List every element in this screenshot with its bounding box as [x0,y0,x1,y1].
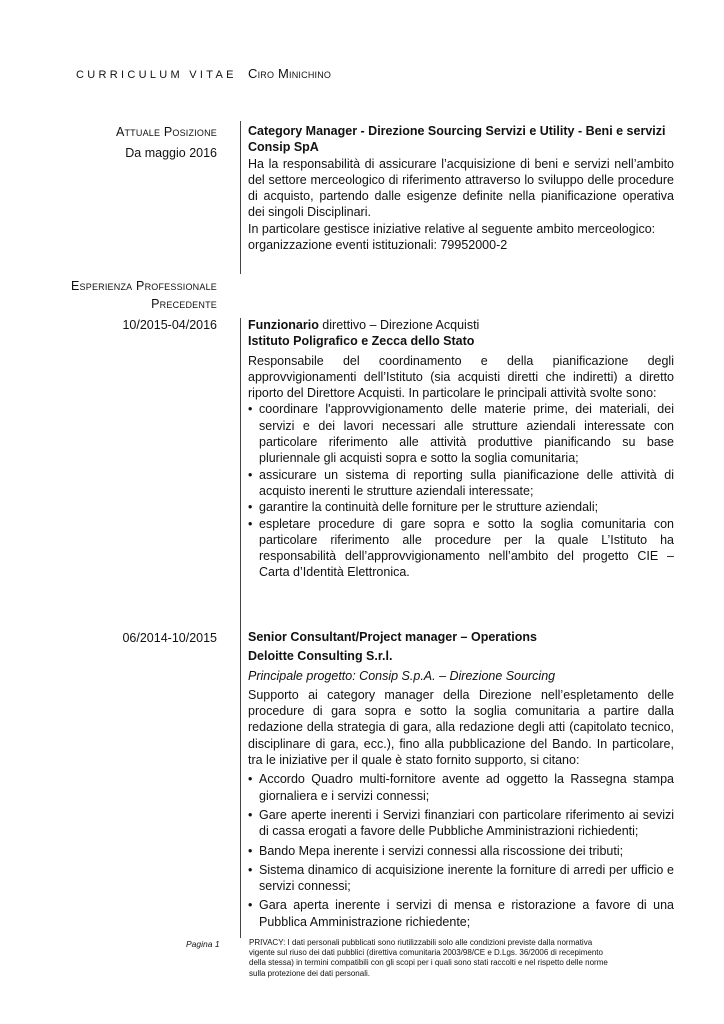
bullet-icon: • [248,402,253,417]
job-description: Supporto ai category manager della Direzione nell’espletamento delle procedure di gara sopra e sotto la soglia comunitaria a partire dalla redazione della strategia di gara, alla redazione degli atti (capitolato tecnico, disciplinare di gara, ecc.), fino alla pubblicazione del Bando. In particolare, tra le iniziative per il quale è stato fornito supporto, si citano: [248,687,674,768]
job-description: Responsabile del coordinamento e della pianificazione degli approvvigionamenti dell’Istituto (sia acquisti diretti che indiretti) a diretto riporto del Direttore Acquisti. In particolare le principali attività svolte sono: [248,353,674,401]
current-detail: In particolare gestisce iniziative relative al seguente ambito merceologico: organizzazione eventi istituzionali: 79952000-2 [248,221,656,253]
list-item-text: Gara aperta inerente i servizi di mensa e ristorazione a favore di una Pubblica Amministrazione richiedente; [259,898,674,929]
job-responsibilities-list [248,401,674,580]
bullet-icon: • [248,500,253,515]
list-item-text: assicurare un sistema di reporting sulla pianificazione delle attività di acquisto inerenti le strutture aziendali interessate; [259,467,674,498]
current-role: Category Manager - Direzione Sourcing Servizi e Utility - Beni e servizi [248,124,666,138]
list-item-text: Sistema dinamico di acquisizione inerente la forniture di arredi per ufficio e servizi connessi; [259,862,674,894]
bullet-icon: • [248,898,253,913]
job-role-bold: Funzionario [248,318,319,332]
list-item-text: espletare procedure di gare sopra e sotto la soglia comunitaria con particolare riferimento alle procedure per la quale L’Istituto ha responsabilità dell’approvvigionamento nell’ambito del progetto CIE – Carta d’Identità Elettronica. [259,516,674,580]
list-item [248,516,674,581]
job-initiatives-list [248,771,674,930]
page-number: Pagina 1 [186,939,220,949]
section-title-previous-experience-line2: Precedente [151,297,217,311]
job-period: 10/2015-04/2016 [122,318,217,332]
list-item [248,897,674,930]
column-divider-top [240,121,241,274]
bullet-icon: • [248,807,253,822]
cv-label: CURRICULUM VITAE [76,69,237,81]
job-entry-ipzs [248,317,674,581]
bullet-icon: • [248,843,253,858]
list-item [248,467,674,500]
list-item-text: Gare aperte inerenti i Servizi finanziari con particolare riferimento ai sevizi di cassa erogati a favore delle Pubbliche Amministrazioni richiedenti; [259,807,674,839]
job-period: 06/2014-10/2015 [122,631,217,645]
bullet-icon: • [248,862,253,877]
bullet-icon: • [248,772,253,787]
list-item [248,499,674,515]
job-role [248,317,674,333]
list-item [248,862,674,895]
list-item [248,807,674,840]
job-entry-deloitte [248,629,674,933]
job-company: Deloitte Consulting S.r.l. [248,649,393,664]
current-position-period: Da maggio 2016 [125,146,217,160]
job-company: Istituto Poligrafico e Zecca dello Stato [248,334,475,349]
list-item [248,771,674,804]
list-item-text: Bando Mepa inerente i servizi connessi alla riscossione dei tributi; [259,843,624,858]
list-item-text: garantire la continuità delle forniture per le strutture aziendali; [259,500,599,515]
column-divider-main [240,318,241,938]
bullet-icon: • [248,467,253,482]
list-item-text: Accordo Quadro multi-fornitore avente ad oggetto la Rassegna stampa giornaliera e i servizi connessi; [259,772,674,803]
privacy-notice: PRIVACY: I dati personali pubblicati sono riutilizzabili solo alle condizioni previste dalla normativa vigente sul riuso dei dati pubblici (direttiva comunitaria 2003/98/CE e D.Lgs. 36/2006 di recepimento della stessa) in termini compatibili con gli scopi per i quali sono stati raccolti e nel rispetto delle norme sulla protezione dei dati personali. [249,938,608,978]
current-company: Consip SpA [248,140,319,155]
job-main-project: Principale progetto: Consip S.p.A. – Direzione Sourcing [248,668,556,683]
job-role: Senior Consultant/Project manager – Operations [248,630,537,644]
list-item [248,401,674,466]
current-description: Ha la responsabilità di assicurare l’acquisizione di beni e servizi nell’ambito del settore merceologico di riferimento attraverso lo sviluppo delle procedure di acquisto, partendo dalle esigenze definite nella pianificazione operativa dei singoli Disciplinari. [248,156,674,220]
section-title-previous-experience-line1: Esperienza Professionale [71,279,217,293]
current-position-block [248,123,674,253]
bullet-icon: • [248,516,253,531]
list-item [248,843,674,859]
job-role-rest: direttivo – Direzione Acquisti [318,318,480,332]
candidate-name: Ciro Minichino [248,66,332,81]
list-item-text: coordinare l'approvvigionamento delle materie prime, dei materiali, dei servizi e dei lavori necessari alle strutture aziendali interessate con particolare riferimento alle attività produttive pianificando su base pluriennale gli acquisti sopra e sotto la soglia comunitaria; [259,402,674,466]
section-title-current-position: Attuale Posizione [115,125,217,139]
